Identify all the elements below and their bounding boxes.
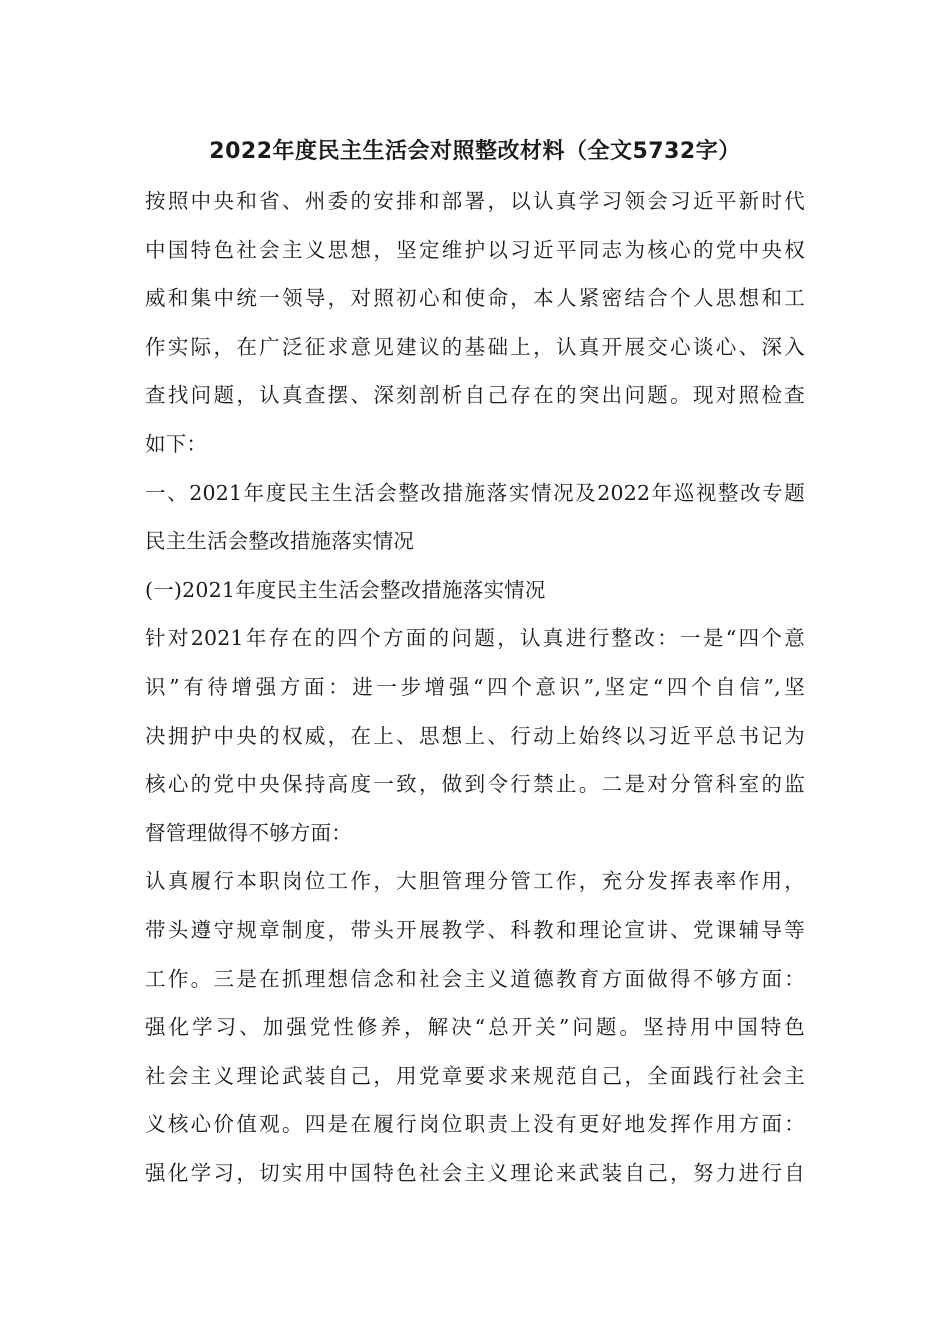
body-line: 督管理做得不够方面：: [145, 820, 352, 845]
body-line: 威和集中统一领导，对照初心和使命，本人紧密结合个人思想和工: [145, 286, 805, 311]
body-line: 认真履行本职岗位工作，大胆管理分管工作，充分发挥表率作用，: [145, 869, 805, 894]
body-line: 针对2021年存在的四个方面的问题，认真进行整改：一是“四个意: [145, 626, 805, 651]
body-line: 一、2021年度民主生活会整改措施落实情况及2022年巡视整改专题: [145, 480, 805, 505]
body-line: 民主生活会整改措施落实情况: [145, 529, 415, 554]
body-line: 识”有待增强方面：进一步增强“四个意识”,坚定“四个自信”,坚: [145, 674, 805, 699]
body-line: 强化学习、加强党性修养，解决“总开关”问题。坚持用中国特色: [145, 1015, 805, 1040]
body-line: 社会主义理论武装自己，用党章要求来规范自己，全面践行社会主: [145, 1063, 805, 1088]
body-line: 如下：: [145, 431, 208, 456]
body-line: 工作。三是在抓理想信念和社会主义道德教育方面做得不够方面：: [145, 966, 805, 991]
body-line: (一)2021年度民主生活会整改措施落实情况: [145, 577, 546, 602]
body-line: 强化学习，切实用中国特色社会主义理论来武装自己，努力进行自: [145, 1160, 805, 1185]
body-line: 作实际，在广泛征求意见建议的基础上，认真开展交心谈心、深入: [145, 334, 805, 359]
body-line: 带头遵守规章制度，带头开展教学、科教和理论宣讲、党课辅导等: [145, 917, 805, 942]
document-title: 2022年度民主生活会对照整改材料（全文5732字）: [209, 139, 741, 164]
body-line: 查找问题，认真查摆、深刻剖析自己存在的突出问题。现对照检查: [145, 383, 805, 408]
document-body: [145, 180, 805, 1200]
body-line: 按照中央和省、州委的安排和部署，以认真学习领会习近平新时代: [145, 189, 805, 213]
body-line: 义核心价值观。四是在履行岗位职责上没有更好地发挥作用方面：: [145, 1112, 805, 1137]
body-line: 决拥护中央的权威，在上、思想上、行动上始终以习近平总书记为: [145, 723, 805, 748]
body-line: 中国特色社会主义思想，坚定维护以习近平同志为核心的党中央权: [145, 237, 805, 262]
body-line: 核心的党中央保持高度一致，做到令行禁止。二是对分管科室的监: [145, 772, 805, 797]
